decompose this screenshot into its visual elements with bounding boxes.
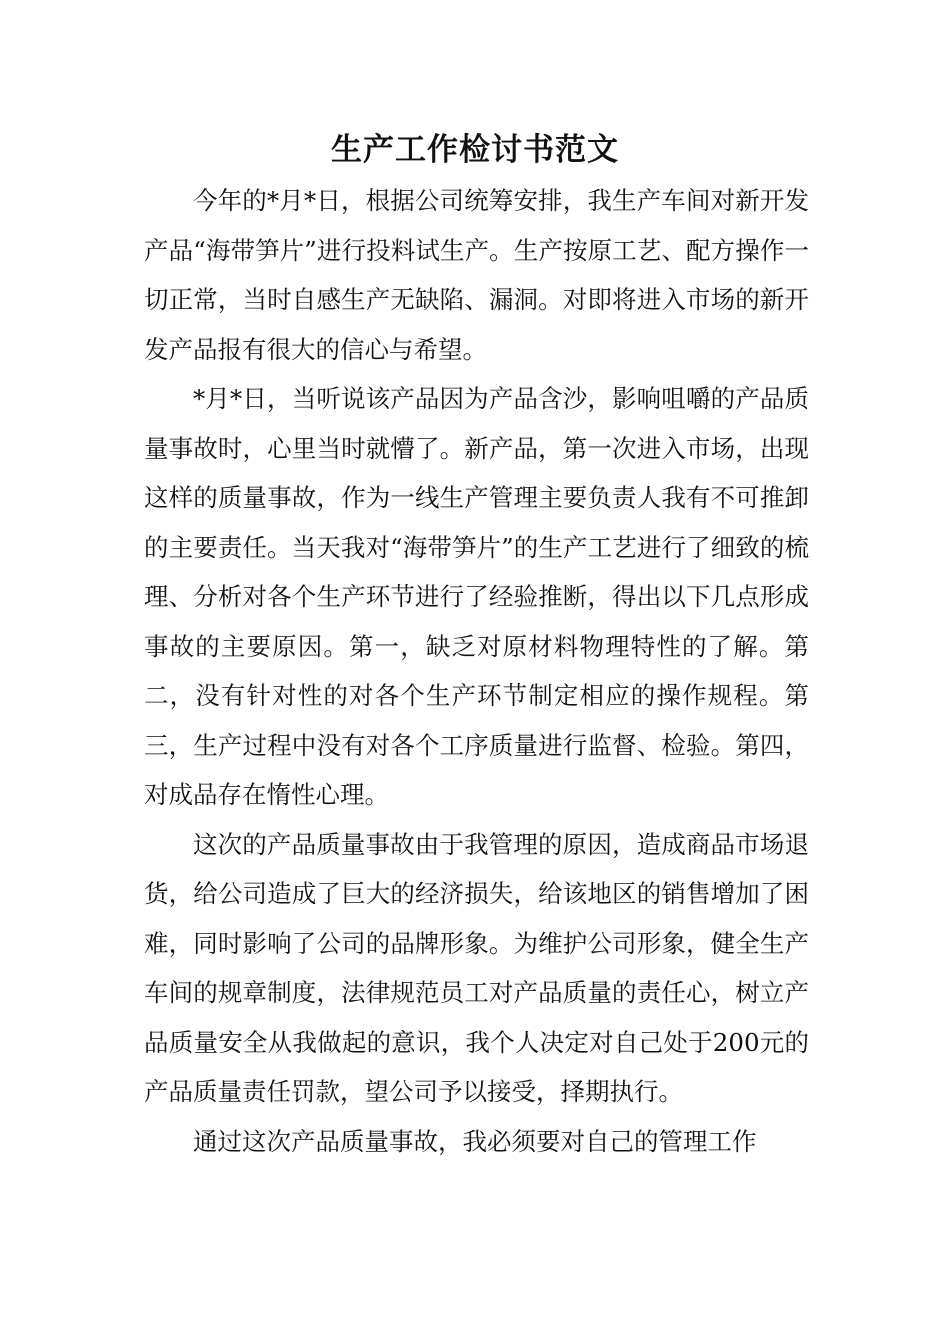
- paragraph-3: 这次的产品质量事故由于我管理的原因，造成商品市场退货，给公司造成了巨大的经济损失，给该地区的销售增加了困难，同时影响了公司的品牌形象。为维护公司形象，健全生产车间的规章制度，法律规范员工对产品质量的责任心，树立产品质量安全从我做起的意识，我个人决定对自己处于200元的产品质量责任罚款，望公司予以接受，择期执行。: [144, 829, 809, 1106]
- paragraph-1: 今年的*月*日，根据公司统筹安排，我生产车间对新开发产品“海带笋片”进行投料试生产。生产按原工艺、配方操作一切正常，当时自感生产无缺陷、漏洞。对即将进入市场的新开发产品报有很大的信心与希望。: [144, 186, 809, 364]
- paragraph-4: 通过这次产品质量事故，我必须要对自己的管理工作: [193, 1126, 757, 1156]
- document-title: 生产工作检讨书范文: [331, 132, 619, 168]
- document-body: [144, 176, 809, 1166]
- paragraph-2: *月*日，当听说该产品因为产品含沙，影响咀嚼的产品质量事故时，心里当时就懵了。新产品，第一次进入市场，出现这样的质量事故，作为一线生产管理主要负责人我有不可推卸的主要责任。当天我对“海带笋片”的生产工艺进行了细致的梳理、分析对各个生产环节进行了经验推断，得出以下几点形成事故的主要原因。第一，缺乏对原材料物理特性的了解。第二，没有针对性的对各个生产环节制定相应的操作规程。第三，生产过程中没有对各个工序质量进行监督、检验。第四，对成品存在惰性心理。: [144, 384, 809, 809]
